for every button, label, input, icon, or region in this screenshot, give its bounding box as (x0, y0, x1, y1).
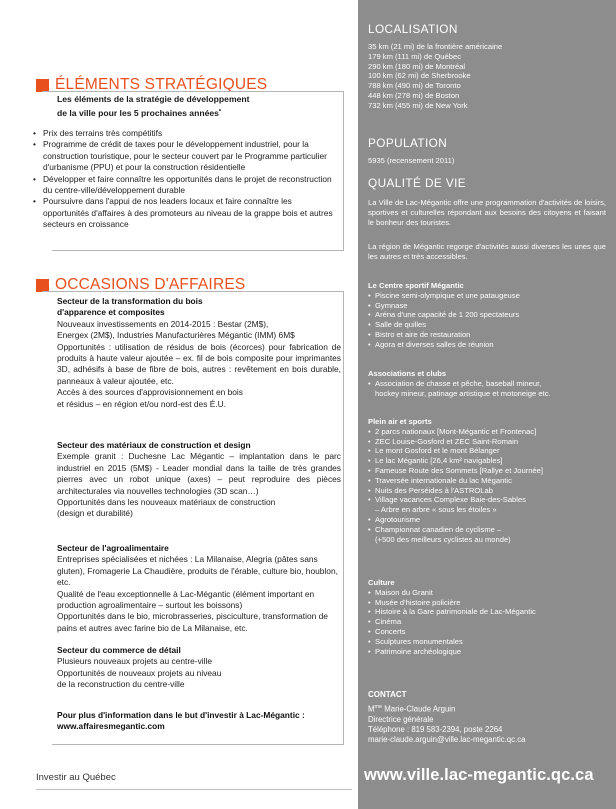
wood-line: Nouveaux investissements en 2014-2015 : Bestar (2M$), (57, 318, 269, 329)
strategic-intro-line2: de la ville pour les 5 prochaines années• (57, 107, 222, 118)
materials-line: (design et durabilité) (57, 508, 133, 519)
list-item: • Association de chasse et pêche, baseball mineur, (368, 379, 606, 389)
culture-heading: Culture (368, 578, 395, 587)
more-info-link[interactable]: www.affairesmegantic.com (57, 721, 165, 732)
list-item: • Salle de quilles (368, 320, 606, 330)
website-link[interactable]: www.ville.lac-megantic.qc.ca (364, 766, 594, 784)
wood-heading-2: d'apparence et composites (57, 307, 165, 318)
list-item: • Programme de crédit de taxes pour le développement industriel, pour la construction touristique, pour le secteur couvert par le Programme particulier d'urbanisme (PPU) et pour la construction résidentielle (33, 139, 339, 173)
list-item: • Agora et diverses salles de réunion (368, 340, 606, 350)
contact-name: $M^{me}$ Marie-Claude Arguin (368, 704, 456, 714)
agri-line: Opportunités dans le bio, microbrasseries, pisciculture, transformation de pains et autres avec farine bio de La Milanaise, etc. (57, 611, 328, 633)
outdoor-cont: – Arbre en arbre « sous les étoiles » (375, 505, 497, 515)
wood-sector (57, 296, 341, 410)
contact-block (368, 702, 525, 745)
assoc-line2: hockey mineur, patinage artistique et motoneige etc. (375, 388, 551, 398)
location-line: 179 km (111 mi) de Québec (368, 51, 461, 61)
location-list (368, 42, 606, 111)
list-item: • Histoire à la Gare patrimoniale de Lac-Mégantic (368, 607, 606, 617)
culture (368, 578, 606, 656)
materials-sector (57, 440, 341, 520)
wood-heading: Secteur de la transformation du bois (57, 296, 203, 306)
location-line: 732 km (455 mi) de New York (368, 100, 468, 110)
location-line: 290 km (180 mi) de Montréal (368, 61, 466, 71)
strategic-intro-line1: Les éléments de la stratégie de développement (57, 94, 250, 104)
location-line: 788 km (490 mi) de Toronto (368, 81, 461, 91)
retail-line: Plusieurs nouveaux projets au centre-ville (57, 656, 213, 667)
location-line: 35 km (21 mi) de la frontière américaine (368, 42, 503, 51)
list-item: • Sculptures monumentales (368, 637, 606, 647)
agri-line: Qualité de l'eau exceptionnelle à Lac-Mégantic (élément important en production agroalimentaire – surtout les boissons) (57, 588, 315, 611)
list-item: • Agrotourisme (368, 515, 606, 525)
list-item: • Gymnase (368, 301, 606, 311)
list-item: • Traversée internationale du lac Mégantic (368, 476, 606, 486)
contact-email[interactable]: marie-claude.arguin@ville.lac-megantic.qc.ca (368, 734, 526, 744)
list-item: • Aréna d'une capacité de 1 200 spectateurs (368, 310, 606, 320)
list-item: • ZEC Louise-Gosford et ZEC Saint-Romain (368, 437, 606, 447)
population-text: 5935 (recensement 2011) (368, 156, 455, 165)
wood-line: Opportunités : utilisation de résidus de bois (écorces) pour fabrication de produits à haute valeur ajoutée – ex. fil de bois composite pour imprimantes 3D, adhésifs à base de fibre de bois, autres : revêtement en bois durable, panneaux à valeur ajoutée, etc. (57, 341, 341, 386)
outdoor-cont2: (+500 des meilleurs cyclistes au monde) (375, 534, 511, 544)
wood-line: Accès à des sources d'approvisionnement en bois (57, 387, 243, 398)
list-item: • Prix des terrains très compétitifs (33, 128, 339, 139)
location-line: 448 km (278 mi) de Boston (368, 90, 460, 100)
wood-line: Energex (2M$), Industries Manufacturières Mégantic (IMM) 6M$ (57, 330, 295, 341)
list-item: • Le mont Gosford et le mont Bélanger (368, 446, 606, 456)
retail-heading: Secteur du commerce de détail (57, 645, 181, 655)
list-item: • Piscine semi-olympique et une pataugeuse (368, 291, 606, 301)
materials-heading: Secteur des matériaux de construction et design (57, 440, 251, 450)
list-item: • Poursuivre dans l'appui de nos leaders locaux et faire connaître les opportunités d'affaires à des promoteurs au niveau de la grappe bois et autres secteurs en croissance (33, 196, 339, 230)
wood-line: et résidus – en région et/ou nord-est des É.U. (57, 398, 226, 409)
materials-text: Exemple granit : Duchesne Lac Mégantic – implantation dans le parc industriel en 2015 (5M$) - Leader mondial dans la taille de très grandes pierres avec un robot unique (axes) – peut reproduire des pièces architecturales via nouvelles technologies (3D scan…) (57, 451, 341, 496)
list-item: • Concerts (368, 627, 606, 637)
materials-line: Opportunités dans les nouveaux matériaux de construction (57, 497, 276, 508)
quality-para1: La Ville de Lac-Mégantic offre une programmation d'activités de loisirs, sportives et culturelles répondant aux besoins des citoyens et faisant le bonheur des touristes. (368, 198, 606, 227)
strategic-title: ÉLÉMENTS STRATÉGIQUES (55, 76, 268, 93)
agri-line: Entreprises spécialisées et nichées : La Milanaise, Alegria (pâtes sans gluten), Fromagerie La Chaudière, produits de l'érable, culture bio, houblon, etc. (57, 554, 338, 588)
list-item: • Patrimoine archéologique (368, 647, 606, 657)
retail-sector (57, 645, 341, 691)
contact-role: Directrice générale (368, 714, 434, 724)
more-info-text: Pour plus d'information dans le but d'investir à Lac-Mégantic : (57, 710, 305, 720)
footer-label: Investir au Québec (36, 772, 116, 783)
sport-center (368, 281, 606, 350)
footer-divider (36, 789, 352, 790)
agri-sector (57, 543, 341, 634)
list-item: • Bistro et aire de restauration (368, 330, 606, 340)
intro-mark: • (218, 107, 222, 114)
assoc-heading: Associations et clubs (368, 369, 447, 378)
outdoor (368, 417, 606, 544)
list-item: • Fameuse Route des Sommets [Rallye et Journée] (368, 466, 606, 476)
business-title: OCCASIONS D'AFFAIRES (55, 276, 246, 293)
population-title: POPULATION (368, 136, 448, 150)
retail-line: Opportunités de nouveaux projets au niveau (57, 667, 222, 678)
more-info (57, 710, 341, 733)
right-sidebar (358, 0, 616, 809)
agri-heading: Secteur de l'agroalimentaire (57, 543, 169, 553)
sport-heading: Le Centre sportif Mégantic (368, 281, 464, 290)
quality-title: QUALITÉ DE VIE (368, 176, 467, 190)
quality-para2: La région de Mégantic regorge d'activités aussi diverses les unes que les autres et très accessibles. (368, 242, 606, 261)
contact-title: CONTACT (368, 690, 407, 699)
strategic-bullets (33, 128, 339, 231)
list-item: • Musée d'histoire policière (368, 598, 606, 608)
contact-phone: Téléphone : 819 583-2394, poste 2264 (368, 724, 503, 734)
orange-square-icon (36, 79, 49, 92)
list-item: • Village vacances Complexe Baie-des-Sables (368, 495, 606, 505)
list-item: • Championnat canadien de cyclisme – (368, 525, 606, 535)
associations (368, 369, 606, 398)
list-item: • Nuits des Perséides à l'ASTROLab (368, 486, 606, 496)
location-title: LOCALISATION (368, 22, 458, 36)
strategic-intro (57, 94, 337, 119)
list-item: • Développer et faire connaître les opportunités dans le projet de reconstruction du centre-ville/développement durable (33, 174, 339, 197)
orange-square-icon (36, 279, 49, 292)
location-line: 100 km (62 mi) de Sherbrooke (368, 71, 471, 81)
list-item: • 2 parcs nationaux [Mont-Mégantic et Frontenac] (368, 427, 606, 437)
list-item: • Le lac Mégantic [26,4 km² navigables] (368, 456, 606, 466)
outdoor-heading: Plein air et sports (368, 417, 432, 426)
retail-line: de la reconstruction du centre-ville (57, 679, 185, 690)
list-item: • Cinéma (368, 617, 606, 627)
list-item: • Maison du Granit (368, 588, 606, 598)
